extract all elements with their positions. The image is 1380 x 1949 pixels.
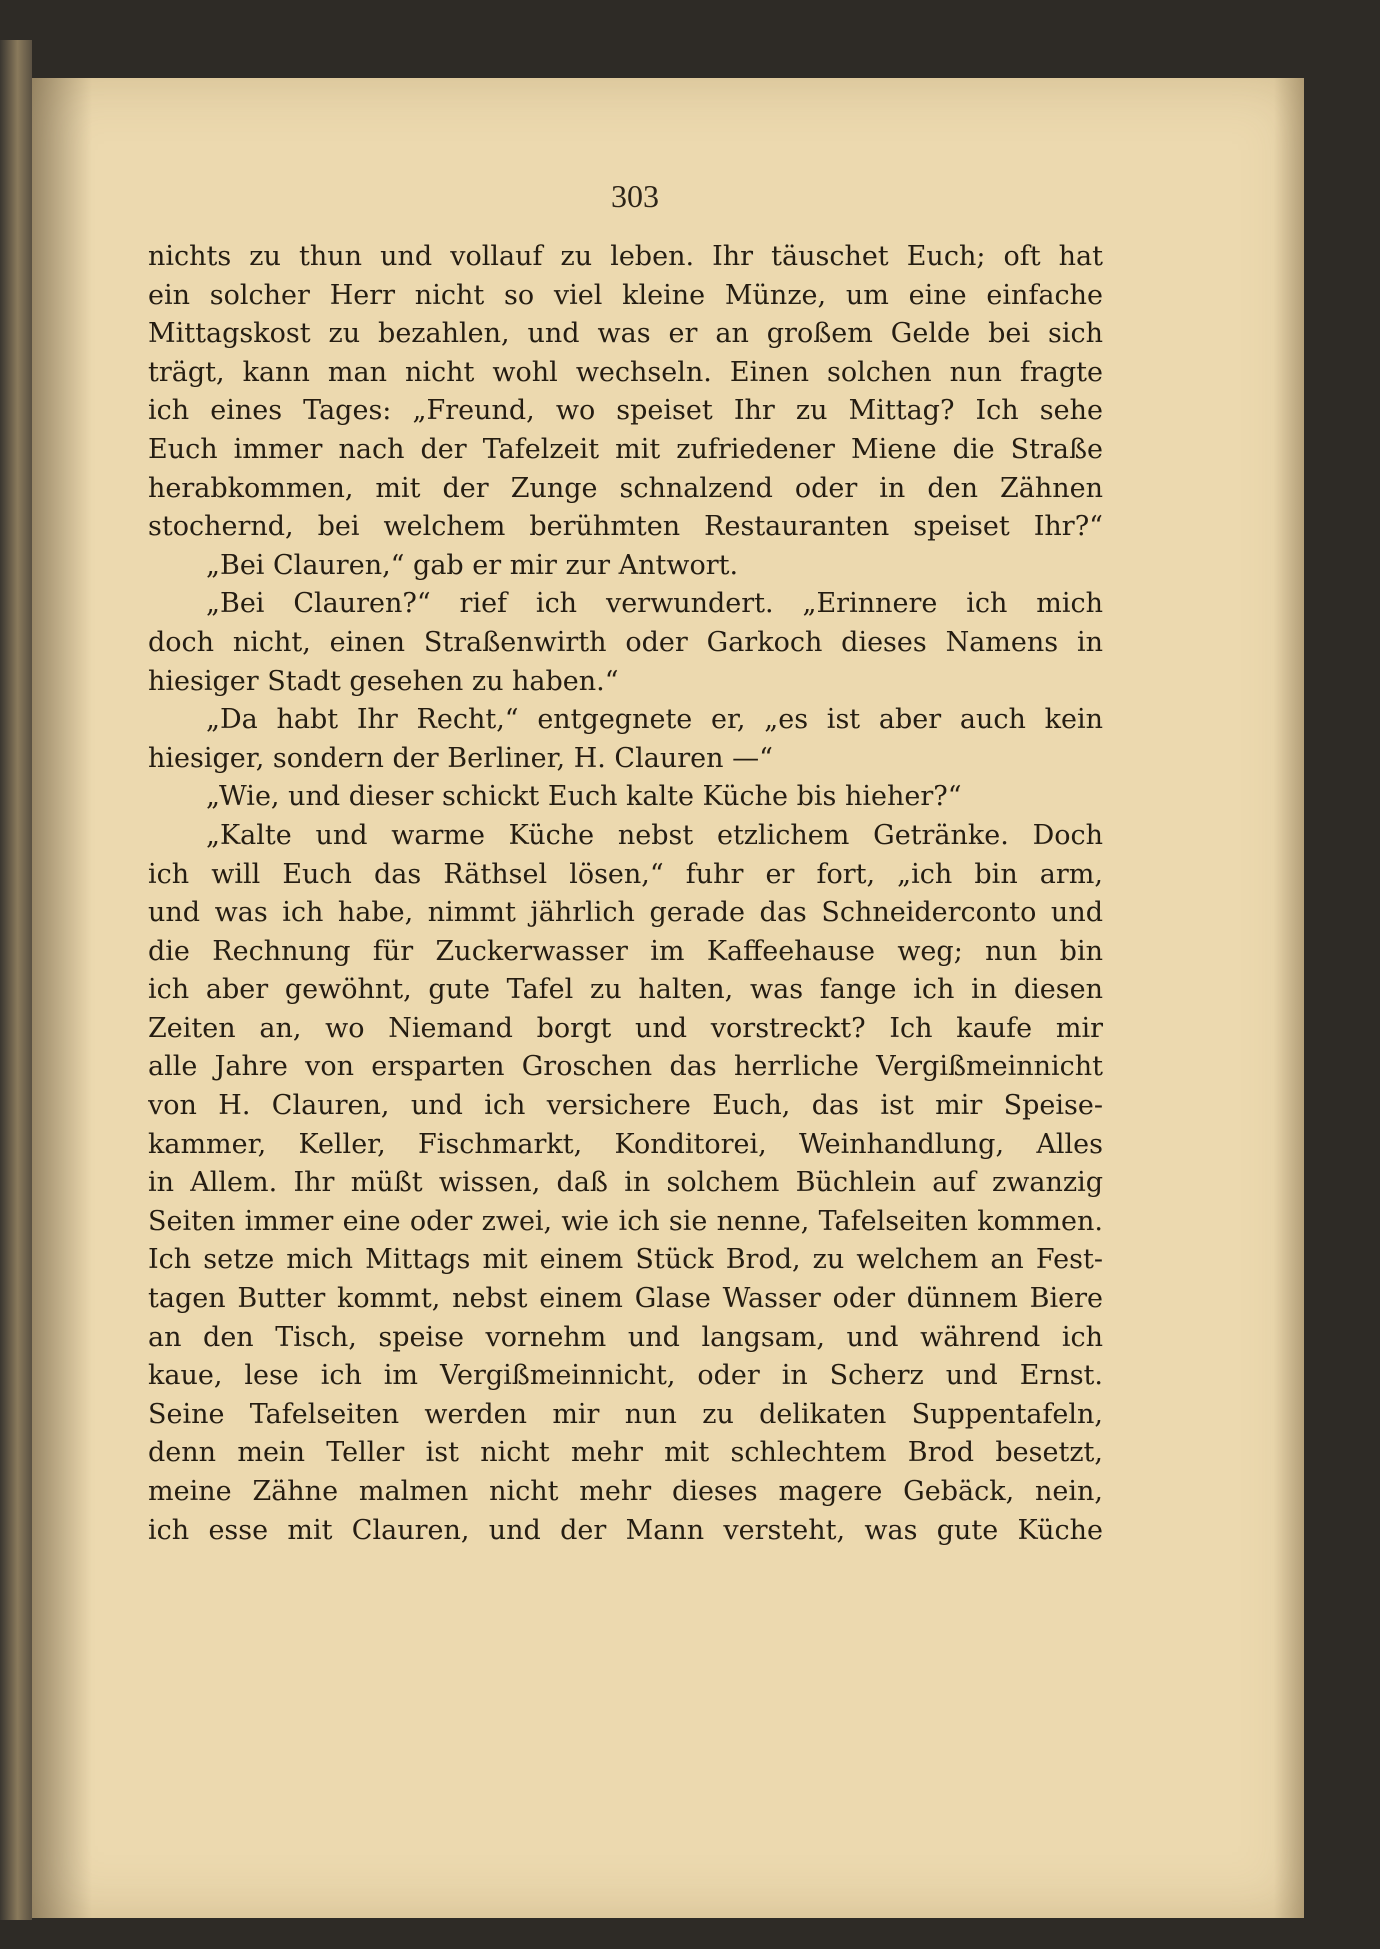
text-line: die Rechnung für Zuckerwasser im Kaffeehause weg; nun bin (148, 935, 1103, 967)
text-line: denn mein Teller ist nicht mehr mit schlechtem Brod besetzt, (148, 1437, 1103, 1469)
text-line: ich aber gewöhnt, gute Tafel zu halten, was fange ich in diesen (148, 974, 1103, 1006)
text-line: „Da habt Ihr Recht,“ entgegnete er, „es ist aber auch kein (206, 704, 1103, 736)
text-line: hiesiger, sondern der Berliner, H. Clauren —“ (148, 742, 773, 774)
text-line: alle Jahre von ersparten Groschen das herrliche Vergißmeinnicht (148, 1051, 1103, 1083)
text-line: Zeiten an, wo Niemand borgt und vorstreckt? Ich kaufe mir (148, 1012, 1103, 1044)
text-line: ich will Euch das Räthsel lösen,“ fuhr er fort, „ich bin arm, (148, 858, 1103, 890)
book-spine-edge (0, 40, 32, 1920)
page-number: 303 (611, 178, 659, 214)
text-line: von H. Clauren, und ich versichere Euch, das ist mir Speise- (148, 1090, 1103, 1122)
text-line: hiesiger Stadt gesehen zu haben.“ (148, 665, 619, 697)
text-line: Euch immer nach der Tafelzeit mit zufriedener Miene die Straße (148, 433, 1103, 465)
text-line: an den Tisch, speise vornehm und langsam, und während ich (148, 1321, 1103, 1353)
body-text (148, 238, 1103, 1550)
text-line: Mittagskost zu bezahlen, und was er an großem Gelde bei sich (148, 318, 1103, 350)
text-line: „Bei Clauren,“ gab er mir zur Antwort. (206, 549, 739, 581)
text-line: und was ich habe, nimmt jährlich gerade das Schneiderconto und (148, 897, 1103, 929)
text-line: meine Zähne malmen nicht mehr dieses magere Gebäck, nein, (148, 1476, 1103, 1507)
text-line: ein solcher Herr nicht so viel kleine Münze, um eine einfache (148, 279, 1103, 311)
text-line: herabkommen, mit der Zunge schnalzend oder in den Zähnen (148, 472, 1103, 504)
text-line: „Bei Clauren?“ rief ich verwundert. „Erinnere ich mich (206, 588, 1103, 620)
text-line: tagen Butter kommt, nebst einem Glase Wasser oder dünnem Biere (148, 1283, 1103, 1315)
text-line: „Kalte und warme Küche nebst etzlichem Getränke. Doch (206, 819, 1103, 851)
text-line: ich esse mit Clauren, und der Mann versteht, was gute Küche (148, 1514, 1103, 1546)
text-line: trägt, kann man nicht wohl wechseln. Einen solchen nun fragte (148, 356, 1103, 388)
text-line: kaue, lese ich im Vergißmeinnicht, oder in Scherz und Ernst. (148, 1360, 1103, 1392)
text-line: Seine Tafelseiten werden mir nun zu delikaten Suppentafeln, (148, 1398, 1103, 1430)
text-line: ich eines Tages: „Freund, wo speiset Ihr zu Mittag? Ich sehe (148, 395, 1103, 427)
text-line: nichts zu thun und vollauf zu leben. Ihr täuschet Euch; oft hat (148, 241, 1103, 272)
text-line: kammer, Keller, Fischmarkt, Konditorei, Weinhandlung, Alles (148, 1128, 1103, 1160)
text-line: „Wie, und dieser schickt Euch kalte Küche bis hieher?“ (206, 781, 962, 813)
text-line: stochernd, bei welchem berühmten Restauranten speiset Ihr?“ (148, 511, 1103, 543)
text-line: in Allem. Ihr müßt wissen, daß in solchem Büchlein auf zwanzig (148, 1167, 1103, 1199)
page-edge-shadow (1274, 78, 1304, 1918)
gutter-shadow (32, 78, 92, 1918)
text-line: Ich setze mich Mittags mit einem Stück Brod, zu welchem an Fest- (148, 1244, 1103, 1276)
text-line: Seiten immer eine oder zwei, wie ich sie nenne, Tafelseiten kommen. (148, 1205, 1103, 1237)
text-line: doch nicht, einen Straßenwirth oder Garkoch dieses Namens in (148, 626, 1103, 658)
